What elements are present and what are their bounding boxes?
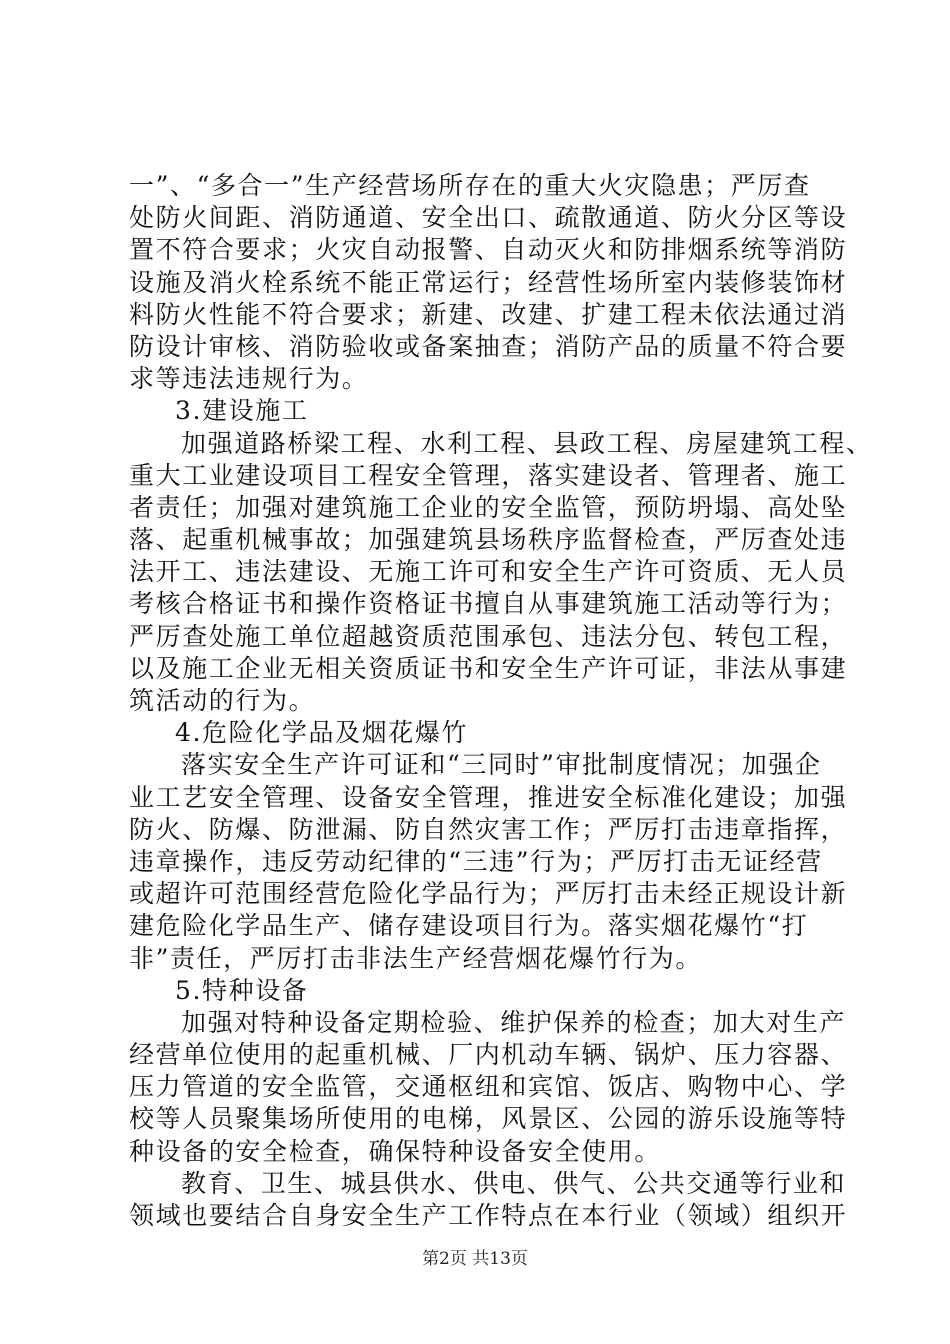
text-line: 筑活动的行为。	[129, 686, 316, 715]
text-line: 严厉查处施工单位超越资质范围承包、违法分包、转包工程，	[129, 621, 848, 651]
text-line: 压力管道的安全监管，交通枢纽和宾馆、饭店、购物中心、学	[129, 1072, 848, 1102]
text-line: 领域也要结合自身安全生产工作特点在本行业（领域）组织开	[129, 1201, 848, 1230]
paragraph-first-line: 落实安全生产许可证和“三同时”审批制度情况；加强企	[181, 750, 822, 780]
text-line: 考核合格证书和操作资格证书擅自从事建筑施工活动等行为；	[129, 589, 848, 619]
text-line: 落、起重机械事故；加强建筑县场秩序监督检查，严厉查处违	[129, 525, 848, 555]
section-heading-construction: 3.建设施工	[175, 396, 309, 426]
paragraph-first-line: 教育、卫生、城县供水、供电、供气、公共交通等行业和	[181, 1168, 847, 1198]
section-heading-special-equipment: 5.特种设备	[175, 975, 309, 1005]
text-line: 重大工业建设项目工程安全管理，落实建设者、管理者、施工	[129, 460, 848, 490]
document-body	[129, 170, 873, 1232]
text-line: 料防火性能不符合要求；新建、改建、扩建工程未依法通过消	[129, 299, 848, 329]
text-line: 防火、防爆、防泄漏、防自然灾害工作；严厉打击违章指挥，	[129, 814, 848, 844]
section-heading-hazardous-chemicals: 4.危险化学品及烟花爆竹	[175, 718, 469, 748]
text-line: 业工艺安全管理、设备安全管理，推进安全标准化建设；加强	[129, 782, 848, 812]
text-line: 以及施工企业无相关资质证书和安全生产许可证，非法从事建	[129, 653, 848, 683]
text-line: 处防火间距、消防通道、安全出口、疏散通道、防火分区等设	[129, 203, 848, 233]
text-line: 求等违法违规行为。	[129, 364, 369, 394]
text-line: 法开工、违法建设、无施工许可和安全生产许可资质、无人员	[129, 557, 848, 587]
page-number-footer: 第2页 共13页	[422, 1249, 528, 1269]
text-line: 种设备的安全检查，确保特种设备安全使用。	[129, 1136, 662, 1166]
text-line: 违章操作，违反劳动纪律的“三违”行为；严厉打击无证经营	[129, 846, 823, 876]
text-line: 防设计审核、消防验收或备案抽查；消防产品的质量不符合要	[129, 331, 848, 361]
paragraph-first-line: 加强道路桥梁工程、水利工程、县政工程、房屋建筑工程、	[181, 428, 873, 458]
text-line: 置不符合要求；火灾自动报警、自动灭火和防排烟系统等消防	[129, 235, 848, 265]
text-line: 设施及消火栓系统不能正常运行；经营性场所室内装修装饰材	[129, 267, 848, 297]
text-line: 建危险化学品生产、储存建设项目行为。落实烟花爆竹“打	[129, 911, 809, 941]
text-line: 经营单位使用的起重机械、厂内机动车辆、锅炉、压力容器、	[129, 1040, 848, 1070]
text-line: 一”、“多合一”生产经营场所存在的重大火灾隐患；严厉查	[129, 171, 811, 200]
text-line: 非”责任，严厉打击非法生产经营烟花爆竹行为。	[129, 943, 702, 973]
text-line: 或超许可范围经营危险化学品行为；严厉打击未经正规设计新	[129, 879, 848, 909]
text-line: 校等人员聚集场所使用的电梯，风景区、公园的游乐设施等特	[129, 1104, 848, 1134]
text-line: 者责任；加强对建筑施工企业的安全监管，预防坍塌、高处坠	[129, 492, 848, 522]
paragraph-first-line: 加强对特种设备定期检验、维护保养的检查；加大对生产	[181, 1007, 847, 1037]
